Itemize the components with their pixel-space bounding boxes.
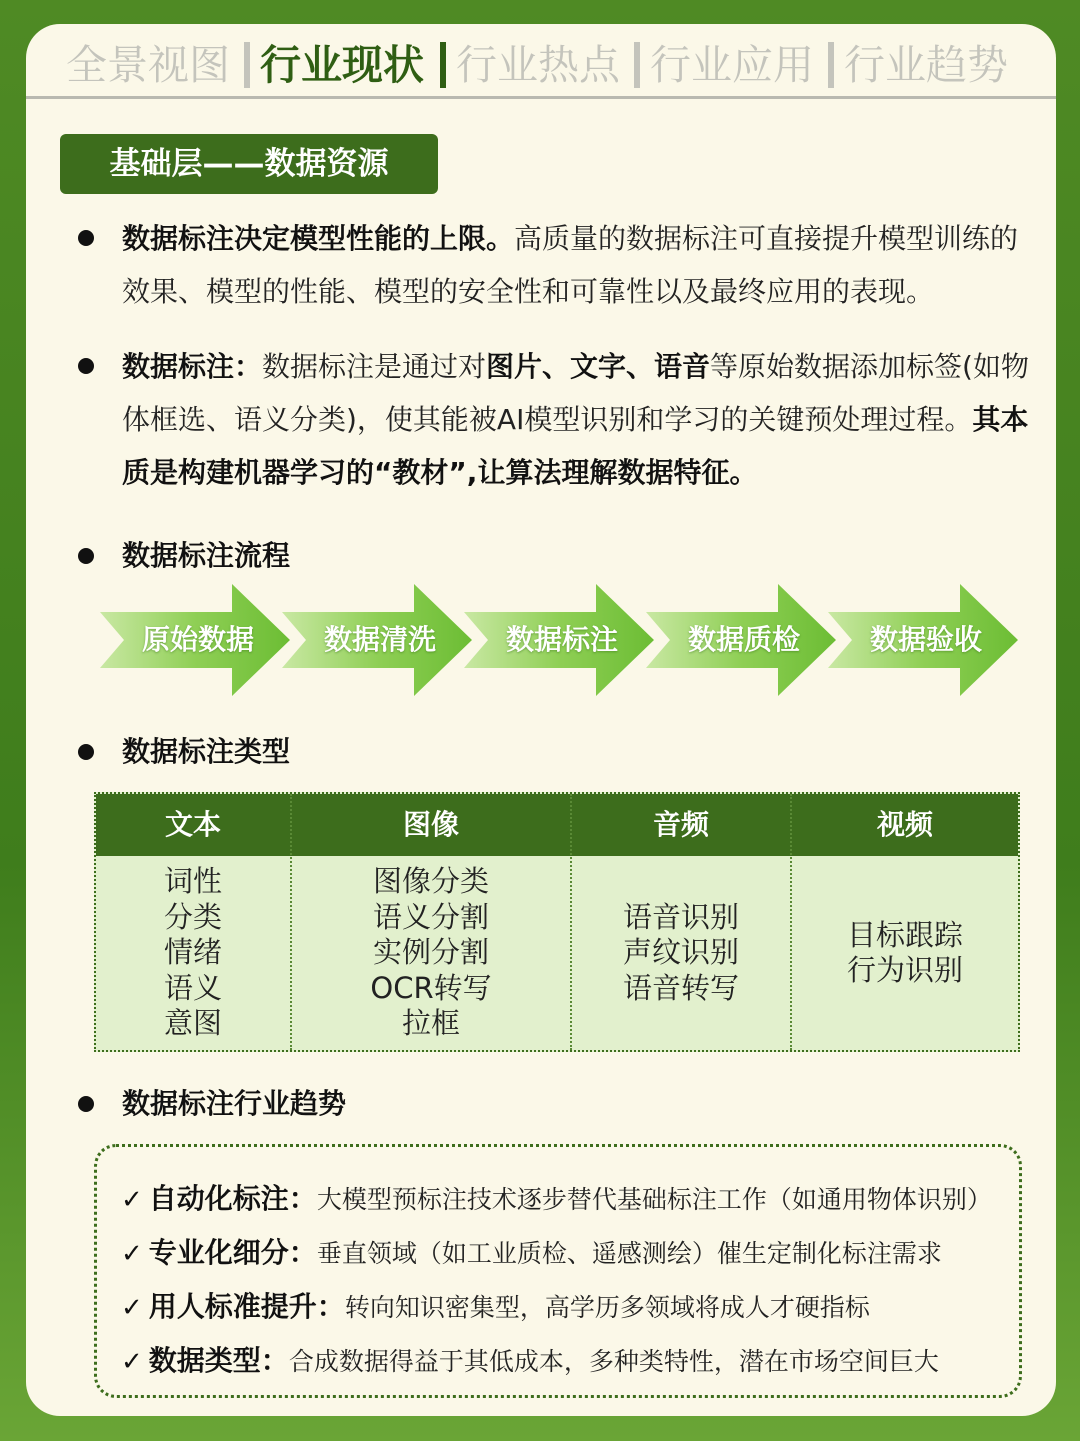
paragraph-text: 等原始数据添加标签(如物体框选、语义分类)，使其能被AI模型识别和学习的关键预处理过程。: [122, 350, 1029, 436]
flow-step-label: 数据验收: [869, 623, 982, 656]
flow-step-label: 原始数据: [141, 623, 254, 656]
bullet-dot: [78, 744, 94, 760]
column-header: 文本: [164, 808, 221, 841]
paragraph-text: 数据标注是通过对: [262, 350, 487, 383]
flow-step-label: 数据清洗: [323, 623, 436, 656]
list-item: OCR转写: [370, 970, 492, 1005]
bullet-dot: [78, 548, 94, 564]
tab-bar: [26, 24, 1056, 99]
paragraph-bold: 数据标注决定模型性能的上限。: [122, 222, 515, 255]
list-item: 语义分割: [372, 899, 489, 934]
column-header: 视频: [876, 808, 933, 841]
type-column-image: [292, 794, 572, 1050]
tab-industry-trends[interactable]: 行业趋势: [844, 41, 1008, 89]
trend-item: [121, 1341, 939, 1382]
flow-step-label: 数据标注: [505, 623, 618, 656]
trends-box: [94, 1144, 1022, 1398]
column-items: [292, 856, 570, 1050]
paragraph-annotation-importance: [122, 212, 1036, 318]
content-card: [26, 24, 1056, 1416]
check-icon: ✓: [121, 1185, 143, 1215]
paragraph-bold: 图片、文字、语音: [486, 350, 711, 383]
trend-item: [121, 1287, 870, 1328]
list-item: 实例分割: [372, 935, 489, 970]
column-header: 音频: [652, 808, 709, 841]
trend-item: [121, 1179, 992, 1220]
list-item: 词性: [163, 864, 222, 899]
section-title: 基础层——数据资源: [60, 134, 438, 194]
trend-label: 自动化标注：: [148, 1182, 317, 1215]
type-column-audio: [572, 794, 792, 1050]
trends-heading: 数据标注行业趋势: [122, 1087, 347, 1120]
paragraph-annotation-definition: [122, 340, 1036, 499]
trend-text: 合成数据得益于其低成本，多种类特性，潜在市场空间巨大: [288, 1347, 939, 1376]
trend-label: 数据类型：: [148, 1344, 289, 1377]
paragraph-bold: 其本质是构建机器学习的“教材”,让算法理解数据特征。: [122, 403, 1029, 489]
bullet-dot: [78, 358, 94, 374]
column-items: [96, 856, 290, 1050]
tab-separator: [828, 42, 834, 88]
check-icon: ✓: [121, 1239, 143, 1269]
column-header: 图像: [402, 808, 459, 841]
trend-text: 垂直领域（如工业质检、遥感测绘）催生定制化标注需求: [316, 1239, 942, 1268]
list-item: 分类: [163, 899, 222, 934]
paragraph-lead: 数据标注：: [122, 350, 263, 383]
flow-step-label: 数据质检: [687, 623, 800, 656]
tab-separator: [244, 42, 250, 88]
tab-industry-hotspots[interactable]: 行业热点: [456, 41, 620, 89]
list-item: 行为识别: [846, 953, 963, 987]
column-items: [792, 856, 1018, 1050]
list-item: 图像分类: [372, 864, 489, 899]
trend-item: [121, 1233, 942, 1274]
list-item: 语音识别: [622, 899, 739, 934]
trend-label: 用人标准提升：: [148, 1290, 345, 1323]
flow-step: [464, 584, 654, 696]
type-column-text: [96, 794, 292, 1050]
flow-heading: 数据标注流程: [122, 539, 291, 572]
annotation-flow: [100, 584, 1030, 699]
list-item: 意图: [163, 1006, 222, 1041]
trend-text: 大模型预标注技术逐步替代基础标注工作（如通用物体识别）: [316, 1185, 992, 1214]
types-heading: 数据标注类型: [122, 735, 291, 768]
bullet-dot: [78, 230, 94, 246]
bullet-dot: [78, 1096, 94, 1112]
tab-industry-applications[interactable]: 行业应用: [650, 41, 814, 89]
tab-overview[interactable]: 全景视图: [66, 41, 230, 89]
trend-label: 专业化细分：: [148, 1236, 317, 1269]
list-item: 语义: [163, 970, 222, 1005]
annotation-types-table: [94, 792, 1020, 1052]
type-column-video: [792, 794, 1018, 1050]
flow-step: [828, 584, 1018, 696]
list-item: 语音转写: [622, 970, 739, 1005]
tab-separator: [634, 42, 640, 88]
list-item: 目标跟踪: [846, 917, 963, 952]
column-items: [572, 856, 790, 1050]
tab-industry-status[interactable]: 行业现状: [260, 41, 424, 89]
flow-step: [100, 584, 290, 696]
trend-text: 转向知识密集型，高学历多领域将成人才硬指标: [344, 1293, 870, 1322]
check-icon: ✓: [121, 1293, 143, 1323]
list-item: 情绪: [163, 935, 222, 970]
tab-separator: [440, 42, 446, 88]
flow-step: [646, 584, 836, 696]
flow-step: [282, 584, 472, 696]
check-icon: ✓: [121, 1347, 143, 1377]
list-item: 声纹识别: [622, 935, 739, 970]
paragraph-text: 高质量的数据标注可直接提升模型训练的效果、模型的性能、模型的安全性和可靠性以及最终应用的表现。: [122, 222, 1019, 308]
list-item: 拉框: [401, 1006, 460, 1041]
